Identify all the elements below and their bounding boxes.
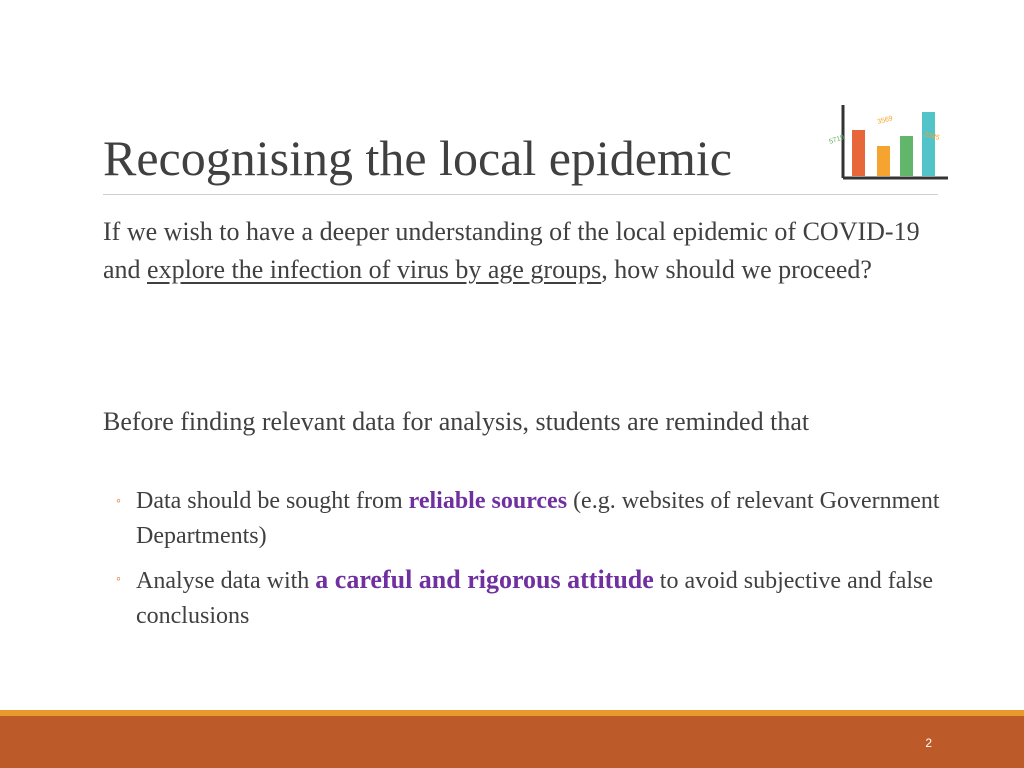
intro-text: If we wish to have a deeper understanding of the local epidemic of COVID-19 and <box>103 217 920 284</box>
slide-title: Recognising the local epidemic <box>103 130 732 186</box>
bullet-text: Analyse data with <box>136 568 316 594</box>
intro-paragraph <box>103 213 948 289</box>
bullet-item <box>103 562 948 634</box>
reminder-paragraph: Before finding relevant data for analysis, students are reminded that <box>103 407 810 436</box>
chart-icon-label: 3569 <box>876 115 894 126</box>
chart-icon-label: 2385 <box>923 131 941 142</box>
chart-icon-label: 5719 <box>828 133 846 146</box>
bullet-list <box>103 484 948 642</box>
bullet-text: Data should be sought from <box>136 488 409 514</box>
bullet-highlight: a careful and rigorous attitude <box>315 565 654 594</box>
title-divider <box>103 194 938 195</box>
bullet-text-end: (e.g. websites of relevant Government Departments) <box>136 488 940 549</box>
bullet-highlight: reliable sources <box>408 488 568 514</box>
intro-underlined-text: explore the infection of virus by age groups <box>147 255 602 284</box>
chart-icon-label: 321 <box>880 156 891 162</box>
bullet-marker-icon: ◦ <box>116 572 121 587</box>
bullet-item <box>103 484 948 554</box>
intro-text-end: , how should we proceed? <box>601 255 872 284</box>
footer-bar <box>0 716 1024 768</box>
bullet-marker-icon: ◦ <box>116 494 121 509</box>
bullet-text-end: to avoid subjective and false conclusions <box>136 568 934 629</box>
bar-chart-icon <box>828 100 950 184</box>
page-number: 2 <box>925 736 932 750</box>
